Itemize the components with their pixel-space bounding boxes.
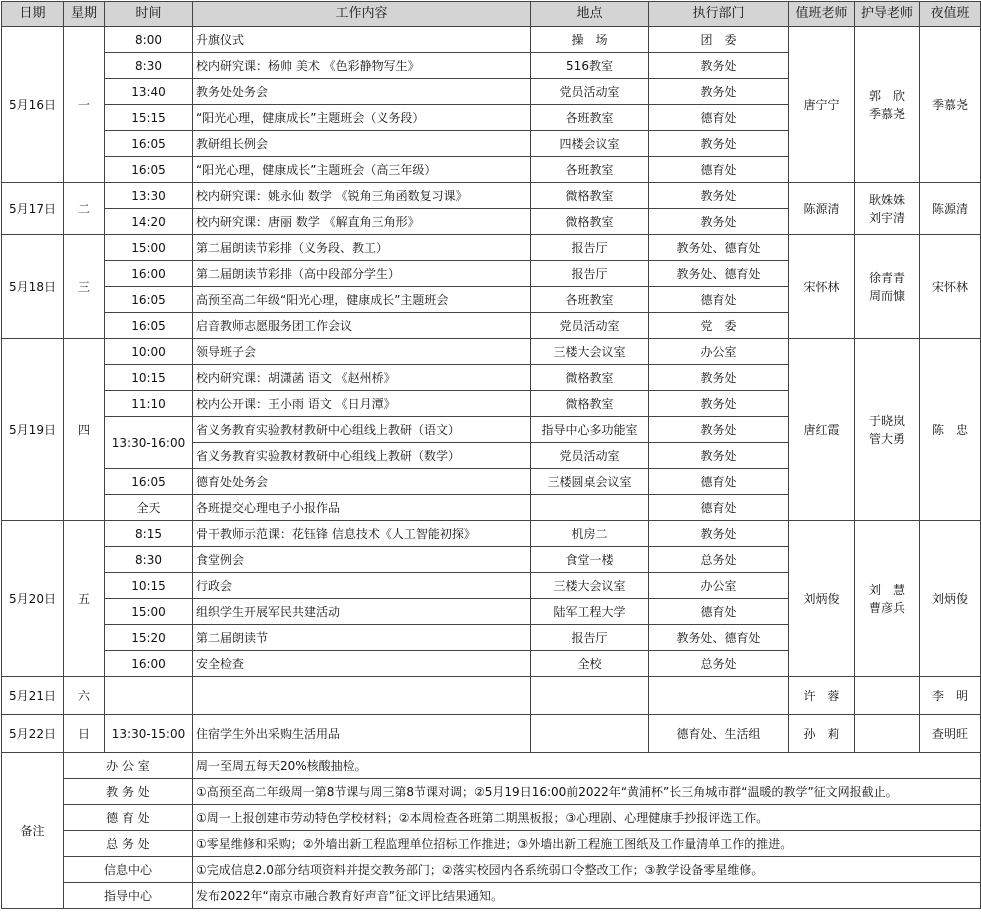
content-cell: 食堂例会 — [193, 547, 531, 573]
content-cell: 省义务教育实验教材教研中心组线上教研（语文） — [193, 417, 531, 443]
place-cell: 四楼会议室 — [531, 131, 649, 157]
header-guide-teacher: 护导老师 — [855, 2, 920, 27]
place-cell: 微格教室 — [531, 365, 649, 391]
note-dept: 德 育 处 — [64, 805, 193, 831]
dept-cell: 教务处 — [649, 521, 789, 547]
time-cell: 16:05 — [105, 131, 193, 157]
time-cell: 13:30 — [105, 183, 193, 209]
table-row — [2, 715, 981, 753]
content-cell: 德育处处务会 — [193, 469, 531, 495]
dept-cell: 教务处 — [649, 131, 789, 157]
time-cell: 8:15 — [105, 521, 193, 547]
place-cell: 机房二 — [531, 521, 649, 547]
table-row — [2, 27, 981, 53]
table-row — [2, 677, 981, 715]
content-cell: 组织学生开展军民共建活动 — [193, 599, 531, 625]
duty-teacher-cell: 宋怀林 — [789, 235, 855, 339]
time-cell: 13:30-15:00 — [105, 715, 193, 753]
note-row — [2, 779, 981, 805]
night-duty-cell: 李 明 — [920, 677, 981, 715]
note-dept: 办 公 室 — [64, 753, 193, 779]
note-dept: 指导中心 — [64, 883, 193, 909]
time-cell: 13:40 — [105, 79, 193, 105]
place-cell: 三楼大会议室 — [531, 339, 649, 365]
content-cell: 领导班子会 — [193, 339, 531, 365]
dept-cell: 教务处 — [649, 443, 789, 469]
place-cell: 微格教室 — [531, 183, 649, 209]
weekday-cell: 一 — [64, 27, 105, 183]
place-cell: 指导中心多功能室 — [531, 417, 649, 443]
content-cell: “阳光心理，健康成长”主题班会（义务段） — [193, 105, 531, 131]
dept-cell: 德育处 — [649, 105, 789, 131]
time-cell: 16:05 — [105, 469, 193, 495]
dept-cell: 德育处 — [649, 469, 789, 495]
dept-cell — [649, 677, 789, 715]
time-cell: 8:30 — [105, 547, 193, 573]
note-row — [2, 857, 981, 883]
date-cell: 5月21日 — [2, 677, 64, 715]
time-cell: 15:20 — [105, 625, 193, 651]
guide-teacher-cell: 耿姝姝 刘宇清 — [855, 183, 920, 235]
content-cell: 省义务教育实验教材教研中心组线上教研（数学） — [193, 443, 531, 469]
time-cell: 14:20 — [105, 209, 193, 235]
place-cell: 各班教室 — [531, 157, 649, 183]
content-cell: 校内公开课：王小雨 语文 《日月潭》 — [193, 391, 531, 417]
content-cell: 第二届朗读节彩排（义务段、教工） — [193, 235, 531, 261]
time-cell: 16:00 — [105, 651, 193, 677]
content-cell: 住宿学生外出采购生活用品 — [193, 715, 531, 753]
content-cell: 校内研究课：唐丽 数学 《解直角三角形》 — [193, 209, 531, 235]
place-cell: 党员活动室 — [531, 443, 649, 469]
content-cell: 安全检查 — [193, 651, 531, 677]
note-text: ①高预至高二年级周一第8节课与周三第8节课对调；②5月19日16:00前2022年“黄浦杯”长三角城市群“温暖的教学”征文网报截止。 — [193, 779, 981, 805]
note-row — [2, 805, 981, 831]
dept-cell: 德育处 — [649, 287, 789, 313]
dept-cell: 团 委 — [649, 27, 789, 53]
note-text: ①周一上报创建市劳动特色学校材料；②本周检查各班第二期黑板报；③心理剧、心理健康手抄报评选工作。 — [193, 805, 981, 831]
place-cell: 三楼大会议室 — [531, 573, 649, 599]
place-cell: 微格教室 — [531, 209, 649, 235]
date-cell: 5月17日 — [2, 183, 64, 235]
weekday-cell: 日 — [64, 715, 105, 753]
duty-teacher-cell: 许 蓉 — [789, 677, 855, 715]
content-cell: 校内研究课：杨帅 美术 《色彩静物写生》 — [193, 53, 531, 79]
time-cell: 10:00 — [105, 339, 193, 365]
place-cell: 报告厅 — [531, 625, 649, 651]
dept-cell: 德育处 — [649, 495, 789, 521]
weekday-cell: 四 — [64, 339, 105, 521]
guide-teacher-cell: 刘 慧 曹彦兵 — [855, 521, 920, 677]
content-cell: “阳光心理，健康成长”主题班会（高三年级） — [193, 157, 531, 183]
time-cell: 8:00 — [105, 27, 193, 53]
header-duty-teacher: 值班老师 — [789, 2, 855, 27]
content-cell: 启音教师志愿服务团工作会议 — [193, 313, 531, 339]
dept-cell: 教务处 — [649, 391, 789, 417]
place-cell: 各班教室 — [531, 287, 649, 313]
note-text: ①完成信息2.0部分结项资料并提交教务部门；②落实校园内各系统弱口令整改工作；③教学设备零星维修。 — [193, 857, 981, 883]
note-text: ①零星维修和采购；②外墙出新工程监理单位招标工作推进；③外墙出新工程施工图纸及工作量清单工作的推进。 — [193, 831, 981, 857]
time-cell — [105, 677, 193, 715]
dept-cell: 教务处 — [649, 53, 789, 79]
place-cell — [531, 715, 649, 753]
duty-teacher-cell: 陈源清 — [789, 183, 855, 235]
note-text: 周一至周五每天20%核酸抽检。 — [193, 753, 981, 779]
dept-cell: 德育处、生活组 — [649, 715, 789, 753]
time-cell: 10:15 — [105, 573, 193, 599]
weekday-cell: 二 — [64, 183, 105, 235]
place-cell: 党员活动室 — [531, 313, 649, 339]
time-cell: 16:05 — [105, 157, 193, 183]
place-cell: 陆军工程大学 — [531, 599, 649, 625]
note-dept: 教 务 处 — [64, 779, 193, 805]
place-cell: 微格教室 — [531, 391, 649, 417]
place-cell: 食堂一楼 — [531, 547, 649, 573]
note-dept: 信息中心 — [64, 857, 193, 883]
night-duty-cell: 陈 忠 — [920, 339, 981, 521]
content-cell: 教研组长例会 — [193, 131, 531, 157]
dept-cell: 教务处、德育处 — [649, 261, 789, 287]
place-cell: 全校 — [531, 651, 649, 677]
duty-teacher-cell: 刘炳俊 — [789, 521, 855, 677]
duty-teacher-cell: 孙 莉 — [789, 715, 855, 753]
dept-cell: 德育处 — [649, 599, 789, 625]
dept-cell: 教务处 — [649, 183, 789, 209]
content-cell: 骨干教师示范课：花钰锋 信息技术《人工智能初探》 — [193, 521, 531, 547]
night-duty-cell: 宋怀林 — [920, 235, 981, 339]
place-cell: 报告厅 — [531, 235, 649, 261]
header-content: 工作内容 — [193, 2, 531, 27]
content-cell: 行政会 — [193, 573, 531, 599]
place-cell: 操 场 — [531, 27, 649, 53]
note-text: 发布2022年“南京市融合教育好声音”征文评比结果通知。 — [193, 883, 981, 909]
content-cell: 升旗仪式 — [193, 27, 531, 53]
time-cell: 16:05 — [105, 287, 193, 313]
weekday-cell: 五 — [64, 521, 105, 677]
dept-cell: 教务处 — [649, 365, 789, 391]
date-cell: 5月18日 — [2, 235, 64, 339]
weekly-schedule-table — [1, 1, 981, 909]
header-date: 日期 — [2, 2, 64, 27]
schedule-body — [2, 27, 981, 753]
time-cell: 11:10 — [105, 391, 193, 417]
dept-cell: 教务处、德育处 — [649, 625, 789, 651]
notes-body — [2, 753, 981, 909]
date-cell: 5月20日 — [2, 521, 64, 677]
content-cell — [193, 677, 531, 715]
header-dept: 执行部门 — [649, 2, 789, 27]
date-cell: 5月22日 — [2, 715, 64, 753]
time-cell: 16:05 — [105, 313, 193, 339]
dept-cell: 教务处 — [649, 209, 789, 235]
night-duty-cell: 刘炳俊 — [920, 521, 981, 677]
duty-teacher-cell: 唐宁宁 — [789, 27, 855, 183]
note-row — [2, 831, 981, 857]
place-cell — [531, 495, 649, 521]
table-row — [2, 521, 981, 547]
time-cell: 15:15 — [105, 105, 193, 131]
guide-teacher-cell: 于晓岚 管大勇 — [855, 339, 920, 521]
place-cell: 各班教室 — [531, 105, 649, 131]
time-cell: 16:00 — [105, 261, 193, 287]
content-cell: 高预至高二年级“阳光心理，健康成长”主题班会 — [193, 287, 531, 313]
table-row — [2, 183, 981, 209]
time-cell: 全天 — [105, 495, 193, 521]
night-duty-cell: 季慕尧 — [920, 27, 981, 183]
place-cell: 报告厅 — [531, 261, 649, 287]
table-row — [2, 339, 981, 365]
guide-teacher-cell: 徐青青 周而慷 — [855, 235, 920, 339]
dept-cell: 德育处 — [649, 157, 789, 183]
content-cell: 各班提交心理电子小报作品 — [193, 495, 531, 521]
dept-cell: 教务处、德育处 — [649, 235, 789, 261]
header-time: 时间 — [105, 2, 193, 27]
guide-teacher-cell — [855, 677, 920, 715]
dept-cell: 办公室 — [649, 573, 789, 599]
content-cell: 校内研究课：姚永仙 数学 《锐角三角函数复习课》 — [193, 183, 531, 209]
time-cell: 15:00 — [105, 235, 193, 261]
notes-label: 备注 — [2, 753, 64, 909]
dept-cell: 办公室 — [649, 339, 789, 365]
content-cell: 第二届朗读节 — [193, 625, 531, 651]
header-night-duty: 夜值班 — [920, 2, 981, 27]
header-weekday: 星期 — [64, 2, 105, 27]
guide-teacher-cell: 郭 欣 季慕尧 — [855, 27, 920, 183]
duty-teacher-cell: 唐红霞 — [789, 339, 855, 521]
time-cell: 10:15 — [105, 365, 193, 391]
guide-teacher-cell — [855, 715, 920, 753]
night-duty-cell: 陈源清 — [920, 183, 981, 235]
content-cell: 第二届朗读节彩排（高中段部分学生） — [193, 261, 531, 287]
time-cell: 15:00 — [105, 599, 193, 625]
weekday-cell: 三 — [64, 235, 105, 339]
place-cell: 三楼圆桌会议室 — [531, 469, 649, 495]
night-duty-cell: 查明旺 — [920, 715, 981, 753]
note-dept: 总 务 处 — [64, 831, 193, 857]
date-cell: 5月19日 — [2, 339, 64, 521]
dept-cell: 总务处 — [649, 651, 789, 677]
header-row — [2, 2, 981, 27]
weekday-cell: 六 — [64, 677, 105, 715]
dept-cell: 教务处 — [649, 417, 789, 443]
dept-cell: 教务处 — [649, 79, 789, 105]
date-cell: 5月16日 — [2, 27, 64, 183]
time-cell: 8:30 — [105, 53, 193, 79]
note-row — [2, 883, 981, 909]
content-cell: 教务处处务会 — [193, 79, 531, 105]
header-place: 地点 — [531, 2, 649, 27]
place-cell — [531, 677, 649, 715]
place-cell: 516教室 — [531, 53, 649, 79]
place-cell: 党员活动室 — [531, 79, 649, 105]
dept-cell: 总务处 — [649, 547, 789, 573]
time-cell: 13:30-16:00 — [105, 417, 193, 469]
table-row — [2, 235, 981, 261]
dept-cell: 党 委 — [649, 313, 789, 339]
content-cell: 校内研究课：胡潇菡 语文 《赵州桥》 — [193, 365, 531, 391]
note-row — [2, 753, 981, 779]
